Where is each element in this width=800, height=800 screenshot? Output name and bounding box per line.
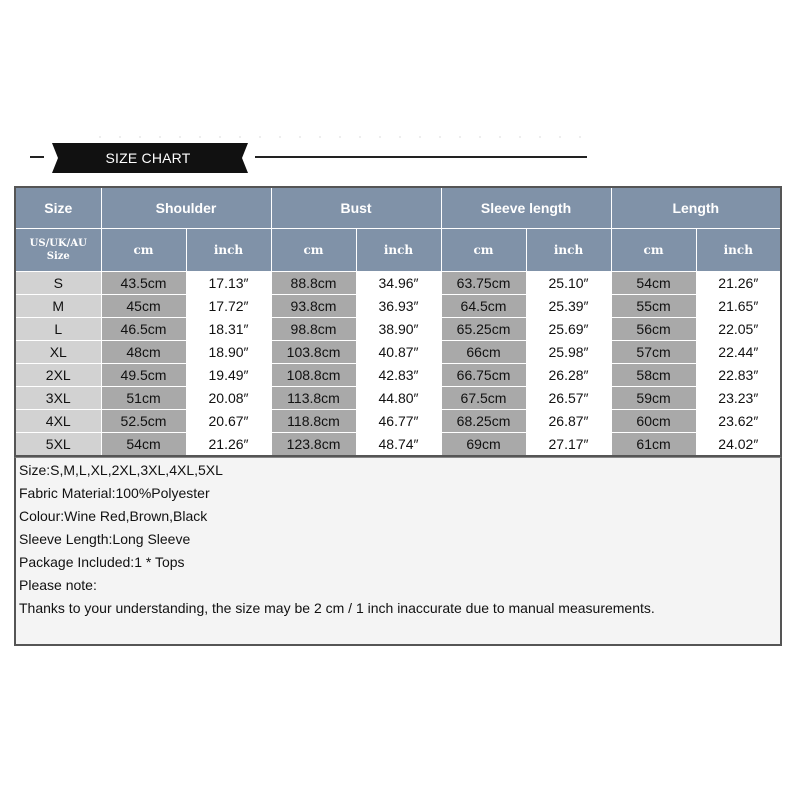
inch-value-cell: 26.57″: [526, 387, 611, 410]
header-bust: Bust: [271, 187, 441, 229]
header-region-size: [15, 229, 101, 272]
table-row: [15, 272, 781, 295]
inch-value-cell: 25.69″: [526, 318, 611, 341]
cm-value-cell: 51cm: [101, 387, 186, 410]
size-cell: 2XL: [15, 364, 101, 387]
product-notes: [14, 457, 782, 646]
inch-value-cell: 40.87″: [356, 341, 441, 364]
cm-value-cell: 65.25cm: [441, 318, 526, 341]
cm-value-cell: 55cm: [611, 295, 696, 318]
inch-value-cell: 21.26″: [186, 433, 271, 457]
note-line: Size:S,M,L,XL,2XL,3XL,4XL,5XL: [19, 462, 223, 478]
inch-value-cell: 38.90″: [356, 318, 441, 341]
size-cell: S: [15, 272, 101, 295]
cm-value-cell: 63.75cm: [441, 272, 526, 295]
unit-cm: cm: [441, 229, 526, 272]
inch-value-cell: 26.87″: [526, 410, 611, 433]
size-cell: XL: [15, 341, 101, 364]
cm-value-cell: 60cm: [611, 410, 696, 433]
inch-value-cell: 22.44″: [696, 341, 781, 364]
inch-value-cell: 44.80″: [356, 387, 441, 410]
page-title: SIZE CHART: [105, 150, 191, 166]
size-rows: [15, 272, 781, 457]
cm-value-cell: 46.5cm: [101, 318, 186, 341]
cm-value-cell: 56cm: [611, 318, 696, 341]
note-line: Fabric Material:100%Polyester: [19, 485, 210, 501]
note-line: Sleeve Length:Long Sleeve: [19, 531, 191, 547]
inch-value-cell: 27.17″: [526, 433, 611, 457]
cm-value-cell: 69cm: [441, 433, 526, 457]
table-row: [15, 295, 781, 318]
unit-inch: inch: [186, 229, 271, 272]
inch-value-cell: 18.31″: [186, 318, 271, 341]
dotted-decoration: [90, 134, 590, 140]
cm-value-cell: 45cm: [101, 295, 186, 318]
cm-value-cell: 108.8cm: [271, 364, 356, 387]
cm-value-cell: 43.5cm: [101, 272, 186, 295]
unit-inch: inch: [526, 229, 611, 272]
inch-value-cell: 25.98″: [526, 341, 611, 364]
inch-value-cell: 20.67″: [186, 410, 271, 433]
inch-value-cell: 46.77″: [356, 410, 441, 433]
cm-value-cell: 88.8cm: [271, 272, 356, 295]
table-row: [15, 341, 781, 364]
cm-value-cell: 123.8cm: [271, 433, 356, 457]
size-cell: 3XL: [15, 387, 101, 410]
inch-value-cell: 42.83″: [356, 364, 441, 387]
cm-value-cell: 64.5cm: [441, 295, 526, 318]
inch-value-cell: 48.74″: [356, 433, 441, 457]
inch-value-cell: 17.72″: [186, 295, 271, 318]
cm-value-cell: 67.5cm: [441, 387, 526, 410]
size-cell: M: [15, 295, 101, 318]
table-row: [15, 387, 781, 410]
region-label: US/UK/AU: [29, 238, 87, 249]
inch-value-cell: 18.90″: [186, 341, 271, 364]
note-line: Colour:Wine Red,Brown,Black: [19, 508, 208, 524]
table-row: [15, 433, 781, 457]
unit-inch: inch: [696, 229, 781, 272]
unit-cm: cm: [271, 229, 356, 272]
inch-value-cell: 26.28″: [526, 364, 611, 387]
inch-value-cell: 24.02″: [696, 433, 781, 457]
cm-value-cell: 118.8cm: [271, 410, 356, 433]
header-size: Size: [15, 187, 101, 229]
inch-value-cell: 23.23″: [696, 387, 781, 410]
size-cell: 4XL: [15, 410, 101, 433]
table-row: [15, 410, 781, 433]
note-line: Package Included:1 * Tops: [19, 554, 185, 570]
inch-value-cell: 25.10″: [526, 272, 611, 295]
cm-value-cell: 57cm: [611, 341, 696, 364]
region-size-label: Size: [46, 251, 70, 262]
size-chart-banner: [0, 0, 800, 180]
inch-value-cell: 21.65″: [696, 295, 781, 318]
unit-cm: cm: [101, 229, 186, 272]
cm-value-cell: 61cm: [611, 433, 696, 457]
size-table: [14, 186, 782, 457]
header-shoulder: Shoulder: [101, 187, 271, 229]
cm-value-cell: 49.5cm: [101, 364, 186, 387]
cm-value-cell: 59cm: [611, 387, 696, 410]
size-cell: L: [15, 318, 101, 341]
cm-value-cell: 54cm: [101, 433, 186, 457]
banner-rule-right: [255, 156, 587, 158]
inch-value-cell: 21.26″: [696, 272, 781, 295]
size-cell: 5XL: [15, 433, 101, 457]
inch-value-cell: 20.08″: [186, 387, 271, 410]
inch-value-cell: 23.62″: [696, 410, 781, 433]
inch-value-cell: 22.83″: [696, 364, 781, 387]
inch-value-cell: 34.96″: [356, 272, 441, 295]
inch-value-cell: 22.05″: [696, 318, 781, 341]
cm-value-cell: 48cm: [101, 341, 186, 364]
cm-value-cell: 58cm: [611, 364, 696, 387]
header-sleeve-length: Sleeve length: [441, 187, 611, 229]
cm-value-cell: 93.8cm: [271, 295, 356, 318]
cm-value-cell: 103.8cm: [271, 341, 356, 364]
cm-value-cell: 68.25cm: [441, 410, 526, 433]
note-line: Please note:: [19, 577, 97, 593]
cm-value-cell: 66.75cm: [441, 364, 526, 387]
header-length: Length: [611, 187, 781, 229]
unit-cm: cm: [611, 229, 696, 272]
inch-value-cell: 17.13″: [186, 272, 271, 295]
cm-value-cell: 66cm: [441, 341, 526, 364]
table-unit-row: [15, 229, 781, 272]
inch-value-cell: 36.93″: [356, 295, 441, 318]
banner-dash-left: [30, 156, 44, 158]
inch-value-cell: 25.39″: [526, 295, 611, 318]
table-row: [15, 318, 781, 341]
cm-value-cell: 52.5cm: [101, 410, 186, 433]
cm-value-cell: 54cm: [611, 272, 696, 295]
unit-inch: inch: [356, 229, 441, 272]
cm-value-cell: 113.8cm: [271, 387, 356, 410]
table-row: [15, 364, 781, 387]
note-line: Thanks to your understanding, the size may be 2 cm / 1 inch inaccurate due to manual measurements.: [19, 600, 655, 616]
cm-value-cell: 98.8cm: [271, 318, 356, 341]
table-header-row: [15, 187, 781, 229]
inch-value-cell: 19.49″: [186, 364, 271, 387]
